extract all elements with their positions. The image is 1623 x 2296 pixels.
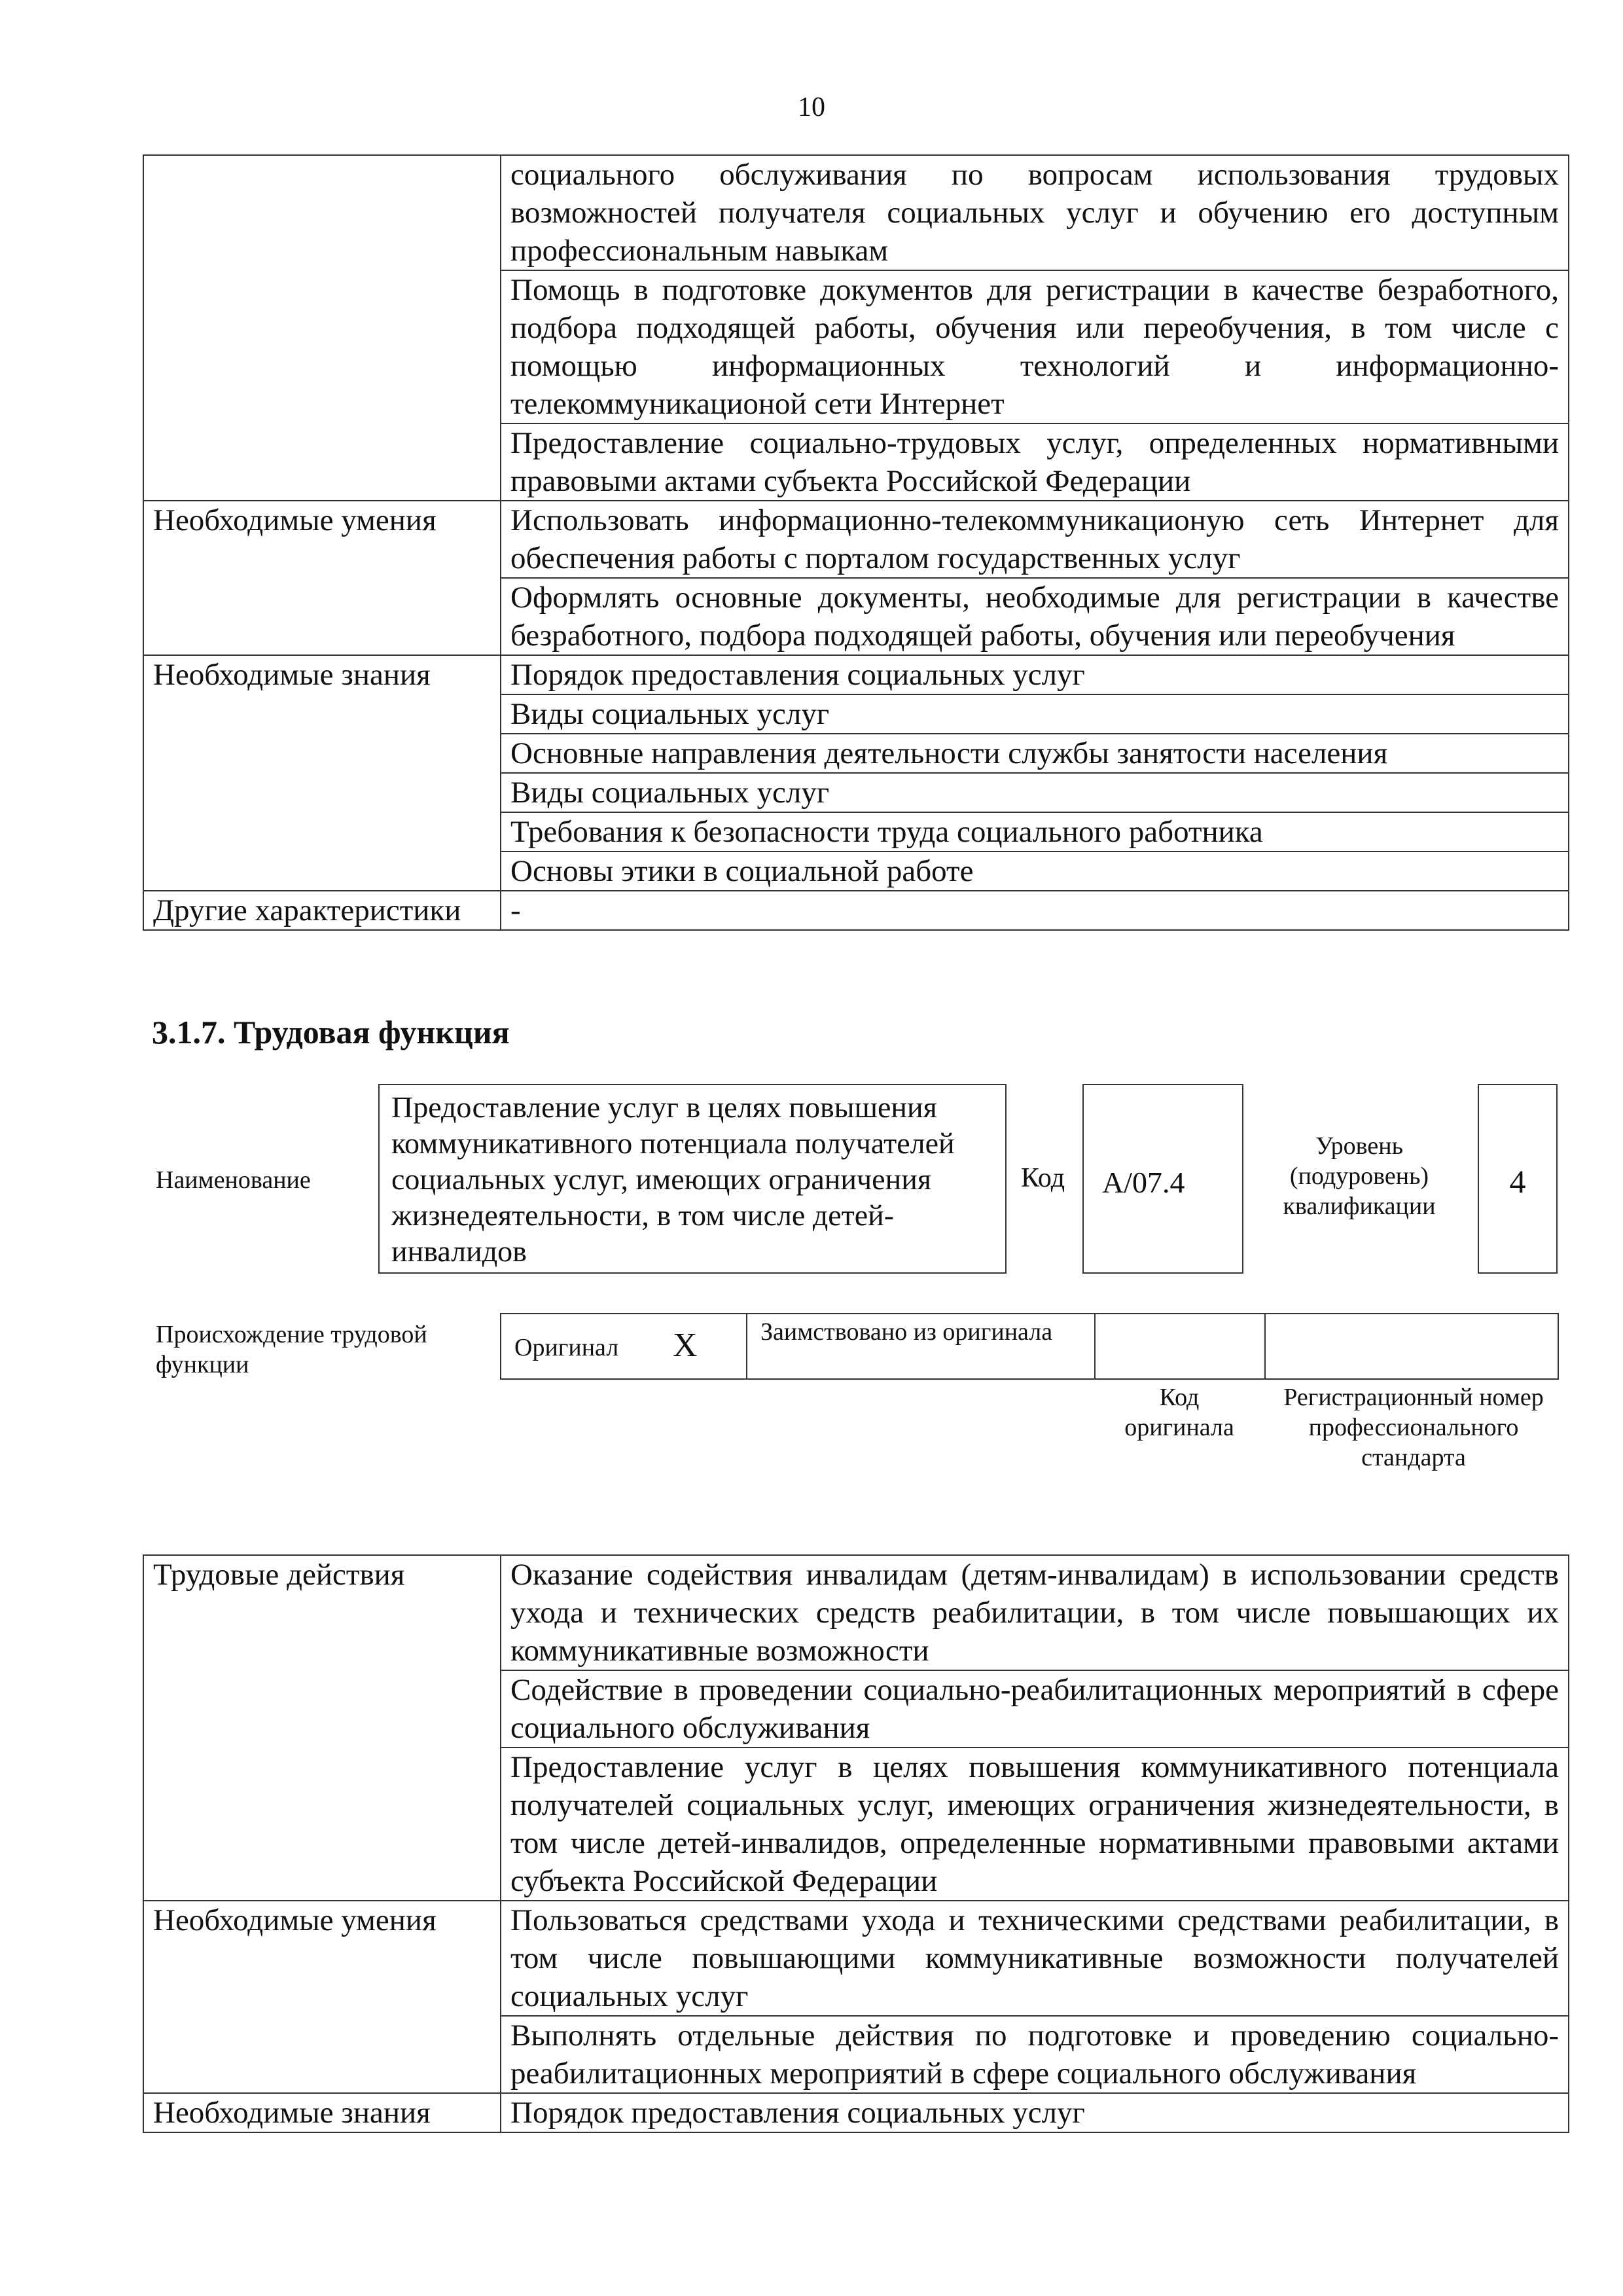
row-label: Другие характеристики	[143, 891, 501, 930]
level-label: Уровень (подуровень) квалификации	[1283, 1132, 1436, 1220]
origin-divider	[746, 1313, 747, 1380]
reg-number-caption: Регистрационный номер профессионального стандарта	[1283, 1384, 1544, 1471]
code-value: А/07.4	[1102, 1166, 1185, 1199]
original-mark: X	[673, 1327, 698, 1364]
row-label: Необходимые знания	[143, 2093, 501, 2132]
section-title: 3.1.7. Трудовая функция	[152, 1014, 510, 1050]
table-cell: Виды социальных услуг	[501, 773, 1569, 812]
table-cell: Содействие в проведении социально-реабилитационных мероприятий в сфере социального обслуживания	[501, 1670, 1569, 1748]
origin-divider	[1094, 1313, 1096, 1380]
borrowed-label: Заимствовано из оригинала	[760, 1318, 1053, 1346]
table-row	[143, 891, 1569, 930]
origin-label: Происхождение трудовой функции	[156, 1321, 427, 1378]
table-row	[143, 1901, 1569, 2016]
top-requirements-table	[143, 154, 1569, 931]
table-cell: Использовать информационно-телекоммуникационую сеть Интернет для обеспечения работы с порталом государственных услуг	[501, 501, 1569, 578]
table-cell: Оформлять основные документы, необходимые для регистрации в качестве безработного, подбора подходящей работы, обучения или переобучения	[501, 578, 1569, 655]
table-cell: социального обслуживания по вопросам использования трудовых возможностей получателя социальных услуг и обучению его доступным профессиональным навыкам	[501, 155, 1569, 270]
table-cell: Помощь в подготовке документов для регистрации в качестве безработного, подбора подходящей работы, обучения или переобучения, в том числе с помощью информационных технологий и информационно-телекоммуникационой сети Интернет	[501, 270, 1569, 423]
table-row	[143, 155, 1569, 270]
row-label: Необходимые умения	[143, 1901, 501, 2093]
table-cell: -	[501, 891, 1569, 930]
table-row	[143, 1555, 1569, 1670]
row-label: Необходимые умения	[143, 501, 501, 655]
table-cell: Основы этики в социальной работе	[501, 852, 1569, 891]
code-label: Код	[1021, 1163, 1065, 1193]
table-cell: Выполнять отдельные действия по подготовке и проведению социально-реабилитационных мероприятий в сфере социального обслуживания	[501, 2016, 1569, 2093]
table-cell: Порядок предоставления социальных услуг	[501, 2093, 1569, 2132]
row-label: Трудовые действия	[143, 1555, 501, 1901]
table-row	[143, 2093, 1569, 2132]
original-label: Оригинал	[514, 1334, 619, 1361]
table-cell: Предоставление социально-трудовых услуг, определенных нормативными правовыми актами субъекта Российской Федерации	[501, 423, 1569, 501]
level-value: 4	[1509, 1163, 1526, 1200]
table-cell: Оказание содействия инвалидам (детям-инвалидам) в использовании средств ухода и технических средств реабилитации, в том числе повышающих их коммуникативные возможности	[501, 1555, 1569, 1670]
table-cell: Виды социальных услуг	[501, 694, 1569, 734]
code-value-box	[1082, 1084, 1243, 1274]
function-name-box	[378, 1084, 1007, 1274]
row-label	[143, 155, 501, 501]
bottom-requirements-table	[143, 1554, 1569, 2133]
name-label: Наименование	[156, 1166, 311, 1194]
table-cell: Требования к безопасности труда социального работника	[501, 812, 1569, 852]
table-cell: Порядок предоставления социальных услуг	[501, 655, 1569, 694]
origin-divider	[1264, 1313, 1266, 1380]
row-label: Необходимые знания	[143, 655, 501, 891]
table-cell: Предоставление услуг в целях повышения коммуникативного потенциала получателей социальных услуг, имеющих ограничения жизнедеятельности, в том числе детей-инвалидов, определенные нормативными правовыми актами субъекта Российской Федерации	[501, 1748, 1569, 1901]
table-cell: Основные направления деятельности службы занятости населения	[501, 734, 1569, 773]
function-name-value: Предоставление услуг в целях повышения коммуникативного потенциала получателей социальных услуг, имеющих ограничения жизнедеятельности, в том числе детей-инвалидов	[391, 1090, 955, 1268]
page-number: 10	[798, 92, 825, 122]
table-cell: Пользоваться средствами ухода и техническими средствами реабилитации, в том числе повышающими коммуникативные возможности получателей социальных услуг	[501, 1901, 1569, 2016]
table-row	[143, 655, 1569, 694]
code-original-caption: Код оригинала	[1124, 1384, 1234, 1441]
table-row	[143, 501, 1569, 578]
level-value-box	[1478, 1084, 1558, 1274]
